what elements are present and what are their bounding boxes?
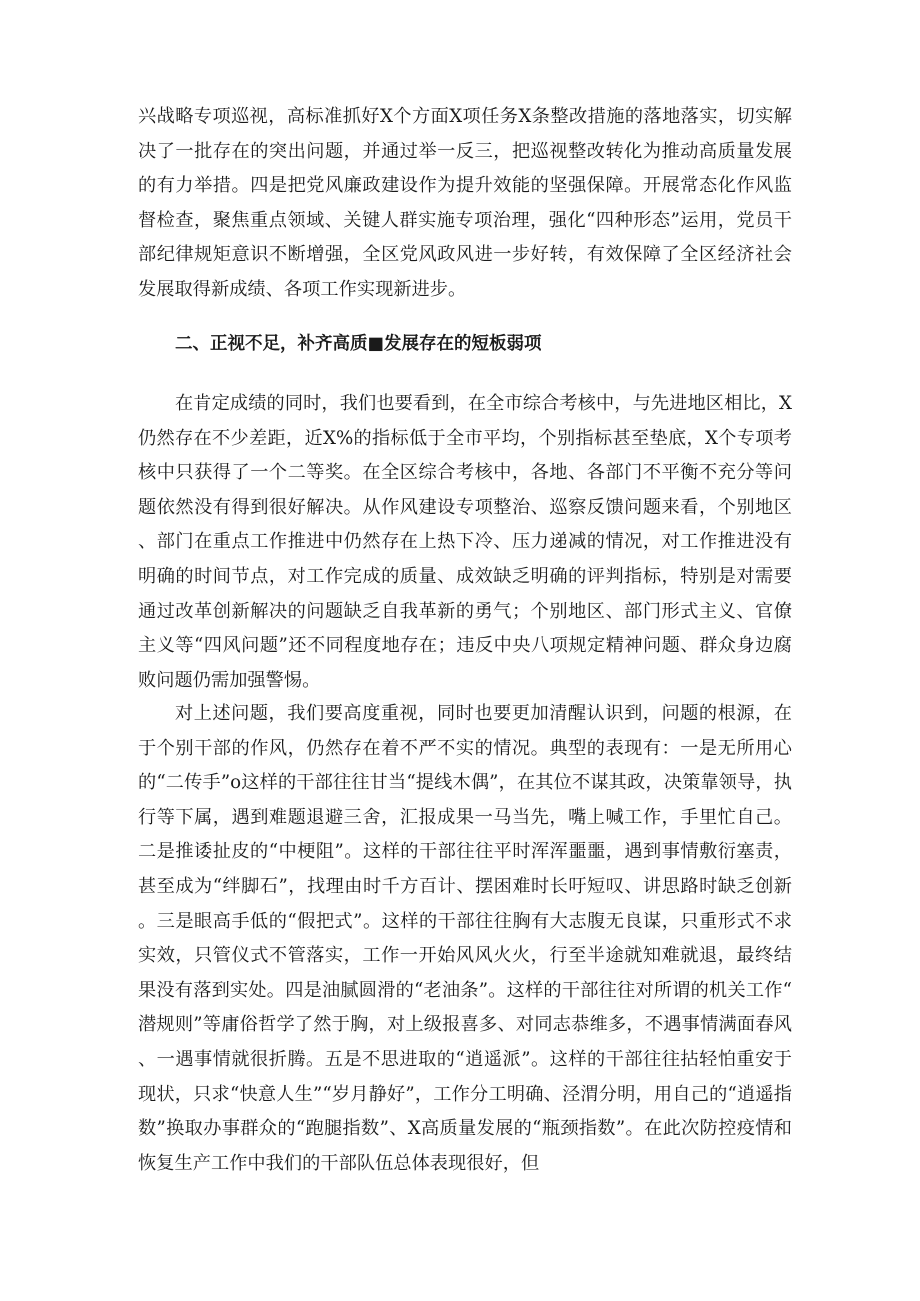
paragraph-shortcomings: 在肯定成绩的同时，我们也要看到，在全市综合考核中，与先进地区相比，X仍然存在不少差距，近X%的指标低于全市平均，个别指标甚至垫底，X个专项考核中只获得了一个二等奖。在全区综合考核中，各地、各部门不平衡不充分等问题依然没有得到很好解决。从作风建设专项整治、巡察反馈问题来看，个别地区、部门在重点工作推进中仍然存在上热下冷、压力递减的情况，对工作推进没有明确的时间节点，对工作完成的质量、成效缺乏明确的评判指标，特别是对需要通过改革创新解决的问题缺乏自我革新的勇气；个别地区、部门形式主义、官僚主义等“四风问题”还不同程度地存在；违反中央八项规定精神问题、群众身边腐败问题仍需加强警惕。: [138, 393, 792, 691]
paragraph-root-causes: 对上述问题，我们要高度重视，同时也要更加清醒认识到，问题的根源，在于个别干部的作风，仍然存在着不严不实的情况。典型的表现有：一是无所用心的“二传手”o这样的干部往往甘当“提线木偶”，在其位不谋其政，决策靠领导，执行等下属，遇到难题退避三舍，汇报成果一马当先，嘴上喊工作，手里忙自己。二是推诿扯皮的“中梗阻”。这样的干部往往平时浑浑噩噩，遇到事情敷衍塞责，甚至成为“绊脚石”，找理由时千方百计、摆困难时长吁短叹、讲思路时缺乏创新。三是眼高手低的“假把式”。这样的干部往往胸有大志腹无良谋，只重形式不求实效，只管仪式不管落实，工作一开始风风火火，行至半途就知难就退，最终结果没有落到实处。四是油腻圆滑的“老油条”。这样的干部往往对所谓的机关工作“潜规则”等庸俗哲学了然于胸，对上级报喜多、对同志恭维多，不遇事情满面春风、一遇事情就很折腾。五是不思进取的“逍遥派”。这样的干部往往拈轻怕重安于现状，只求“快意人生”“岁月静好”，工作分工明确、泾渭分明，用自己的“逍遥指数”换取办事群众的“跑腿指数”、X高质量发展的“瓶颈指数”。在此次防控疫情和恢复生产工作中我们的干部队伍总体表现很好，但: [138, 703, 792, 1174]
section-heading: 二、正视不足，补齐高质■发展存在的短板弱项: [175, 334, 542, 354]
paragraph-continuation: 兴战略专项巡视，高标准抓好X个方面X项任务X条整改措施的落地落实，切实解决了一批存在的突出问题，并通过举一反三，把巡视整改转化为推动高质量发展的有力举措。四是把党风廉政建设作为提升效能的坚强保障。开展常态化作风监督检查，聚焦重点领域、关键人群实施专项治理，强化“四种形态”运用，党员干部纪律规矩意识不断增强，全区党风政风进一步好转，有效保障了全区经济社会发展取得新成绩、各项工作实现新进步。: [138, 106, 792, 300]
document-page: [138, 100, 792, 1280]
